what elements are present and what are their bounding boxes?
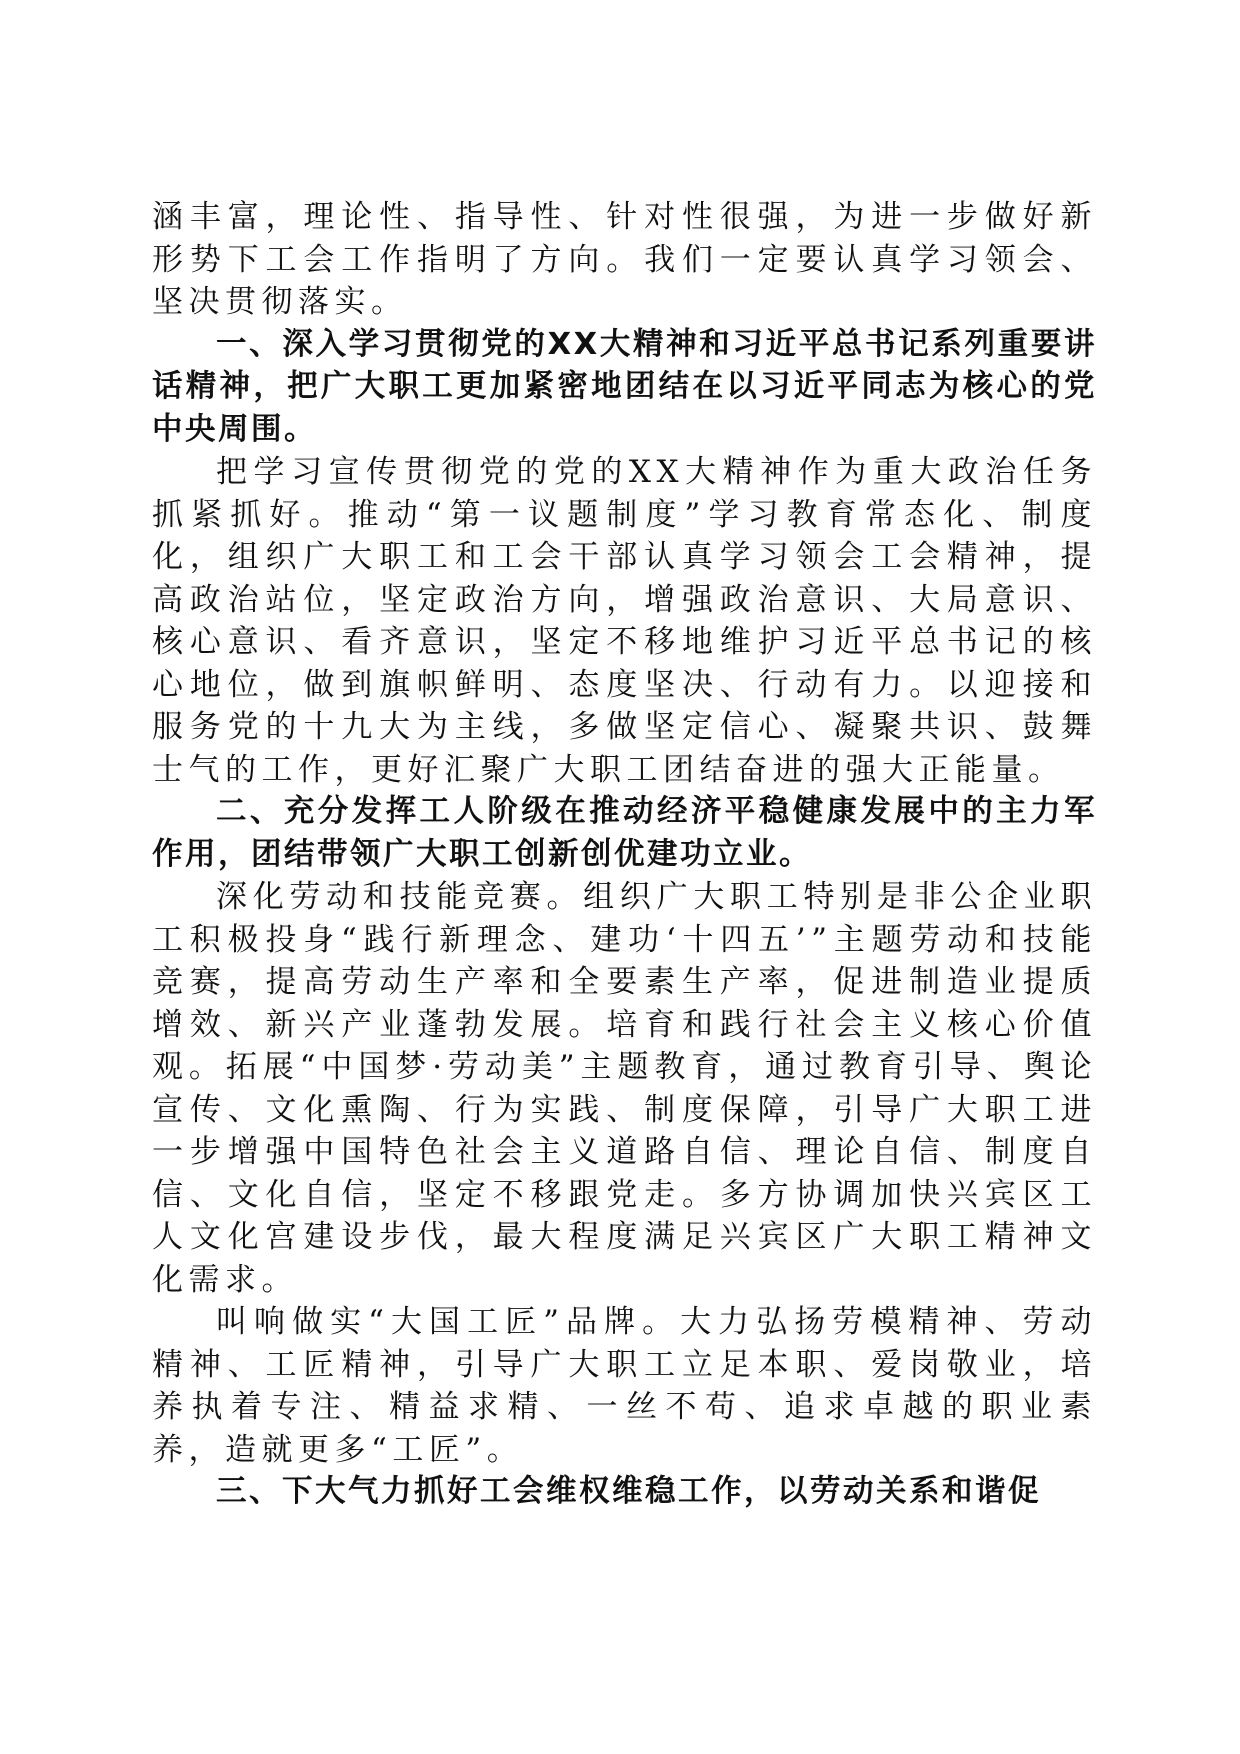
document-body — [152, 196, 1097, 1514]
intro-paragraph: 涵丰富，理论性、指导性、针对性很强，为进一步做好新形势下工会工作指明了方向。我们一定要认真学习领会、坚决贯彻落实。 — [152, 199, 1097, 320]
section-1-heading: 一、深入学习贯彻党的XX大精神和习近平总书记系列重要讲话精神，把广大职工更加紧密地团结在以习近平同志为核心的党中央周围。 — [152, 326, 1097, 447]
section-1-paragraph: 把学习宣传贯彻党的党的XX大精神作为重大政治任务抓紧抓好。推动“第一议题制度”学习教育常态化、制度化，组织广大职工和工会干部认真学习领会工会精神，提高政治站位，坚定政治方向，增强政治意识、大局意识、核心意识、看齐意识，坚定不移地维护习近平总书记的核心地位，做到旗帜鲜明、态度坚决、行动有力。以迎接和服务党的十九大为主线，多做坚定信心、凝聚共识、鼓舞士气的工作，更好汇聚广大职工团结奋进的强大正能量。 — [152, 454, 1097, 788]
section-2-paragraph-2: 叫响做实“大国工匠”品牌。大力弘扬劳模精神、劳动精神、工匠精神，引导广大职工立足本职、爱岗敬业，培养执着专注、精益求精、一丝不苟、追求卓越的职业素养，造就更多“工匠”。 — [152, 1304, 1097, 1468]
section-2-heading: 二、充分发挥工人阶级在推动经济平稳健康发展中的主力军作用，团结带领广大职工创新创优建功立业。 — [152, 794, 1097, 872]
section-3-heading: 三、下大气力抓好工会维权维稳工作，以劳动关系和谐促 — [216, 1474, 1041, 1509]
section-2-paragraph-1: 深化劳动和技能竞赛。组织广大职工特别是非公企业职工积极投身“践行新理念、建功‘十四五’”主题劳动和技能竞赛，提高劳动生产率和全要素生产率，促进制造业提质增效、新兴产业蓬勃发展。培育和践行社会主义核心价值观。拓展“中国梦·劳动美”主题教育，通过教育引导、舆论宣传、文化熏陶、行为实践、制度保障，引导广大职工进一步增强中国特色社会主义道路自信、理论自信、制度自信、文化自信，坚定不移跟党走。多方协调加快兴宾区工人文化宫建设步伐，最大程度满足兴宾区广大职工精神文化需求。 — [152, 879, 1097, 1298]
